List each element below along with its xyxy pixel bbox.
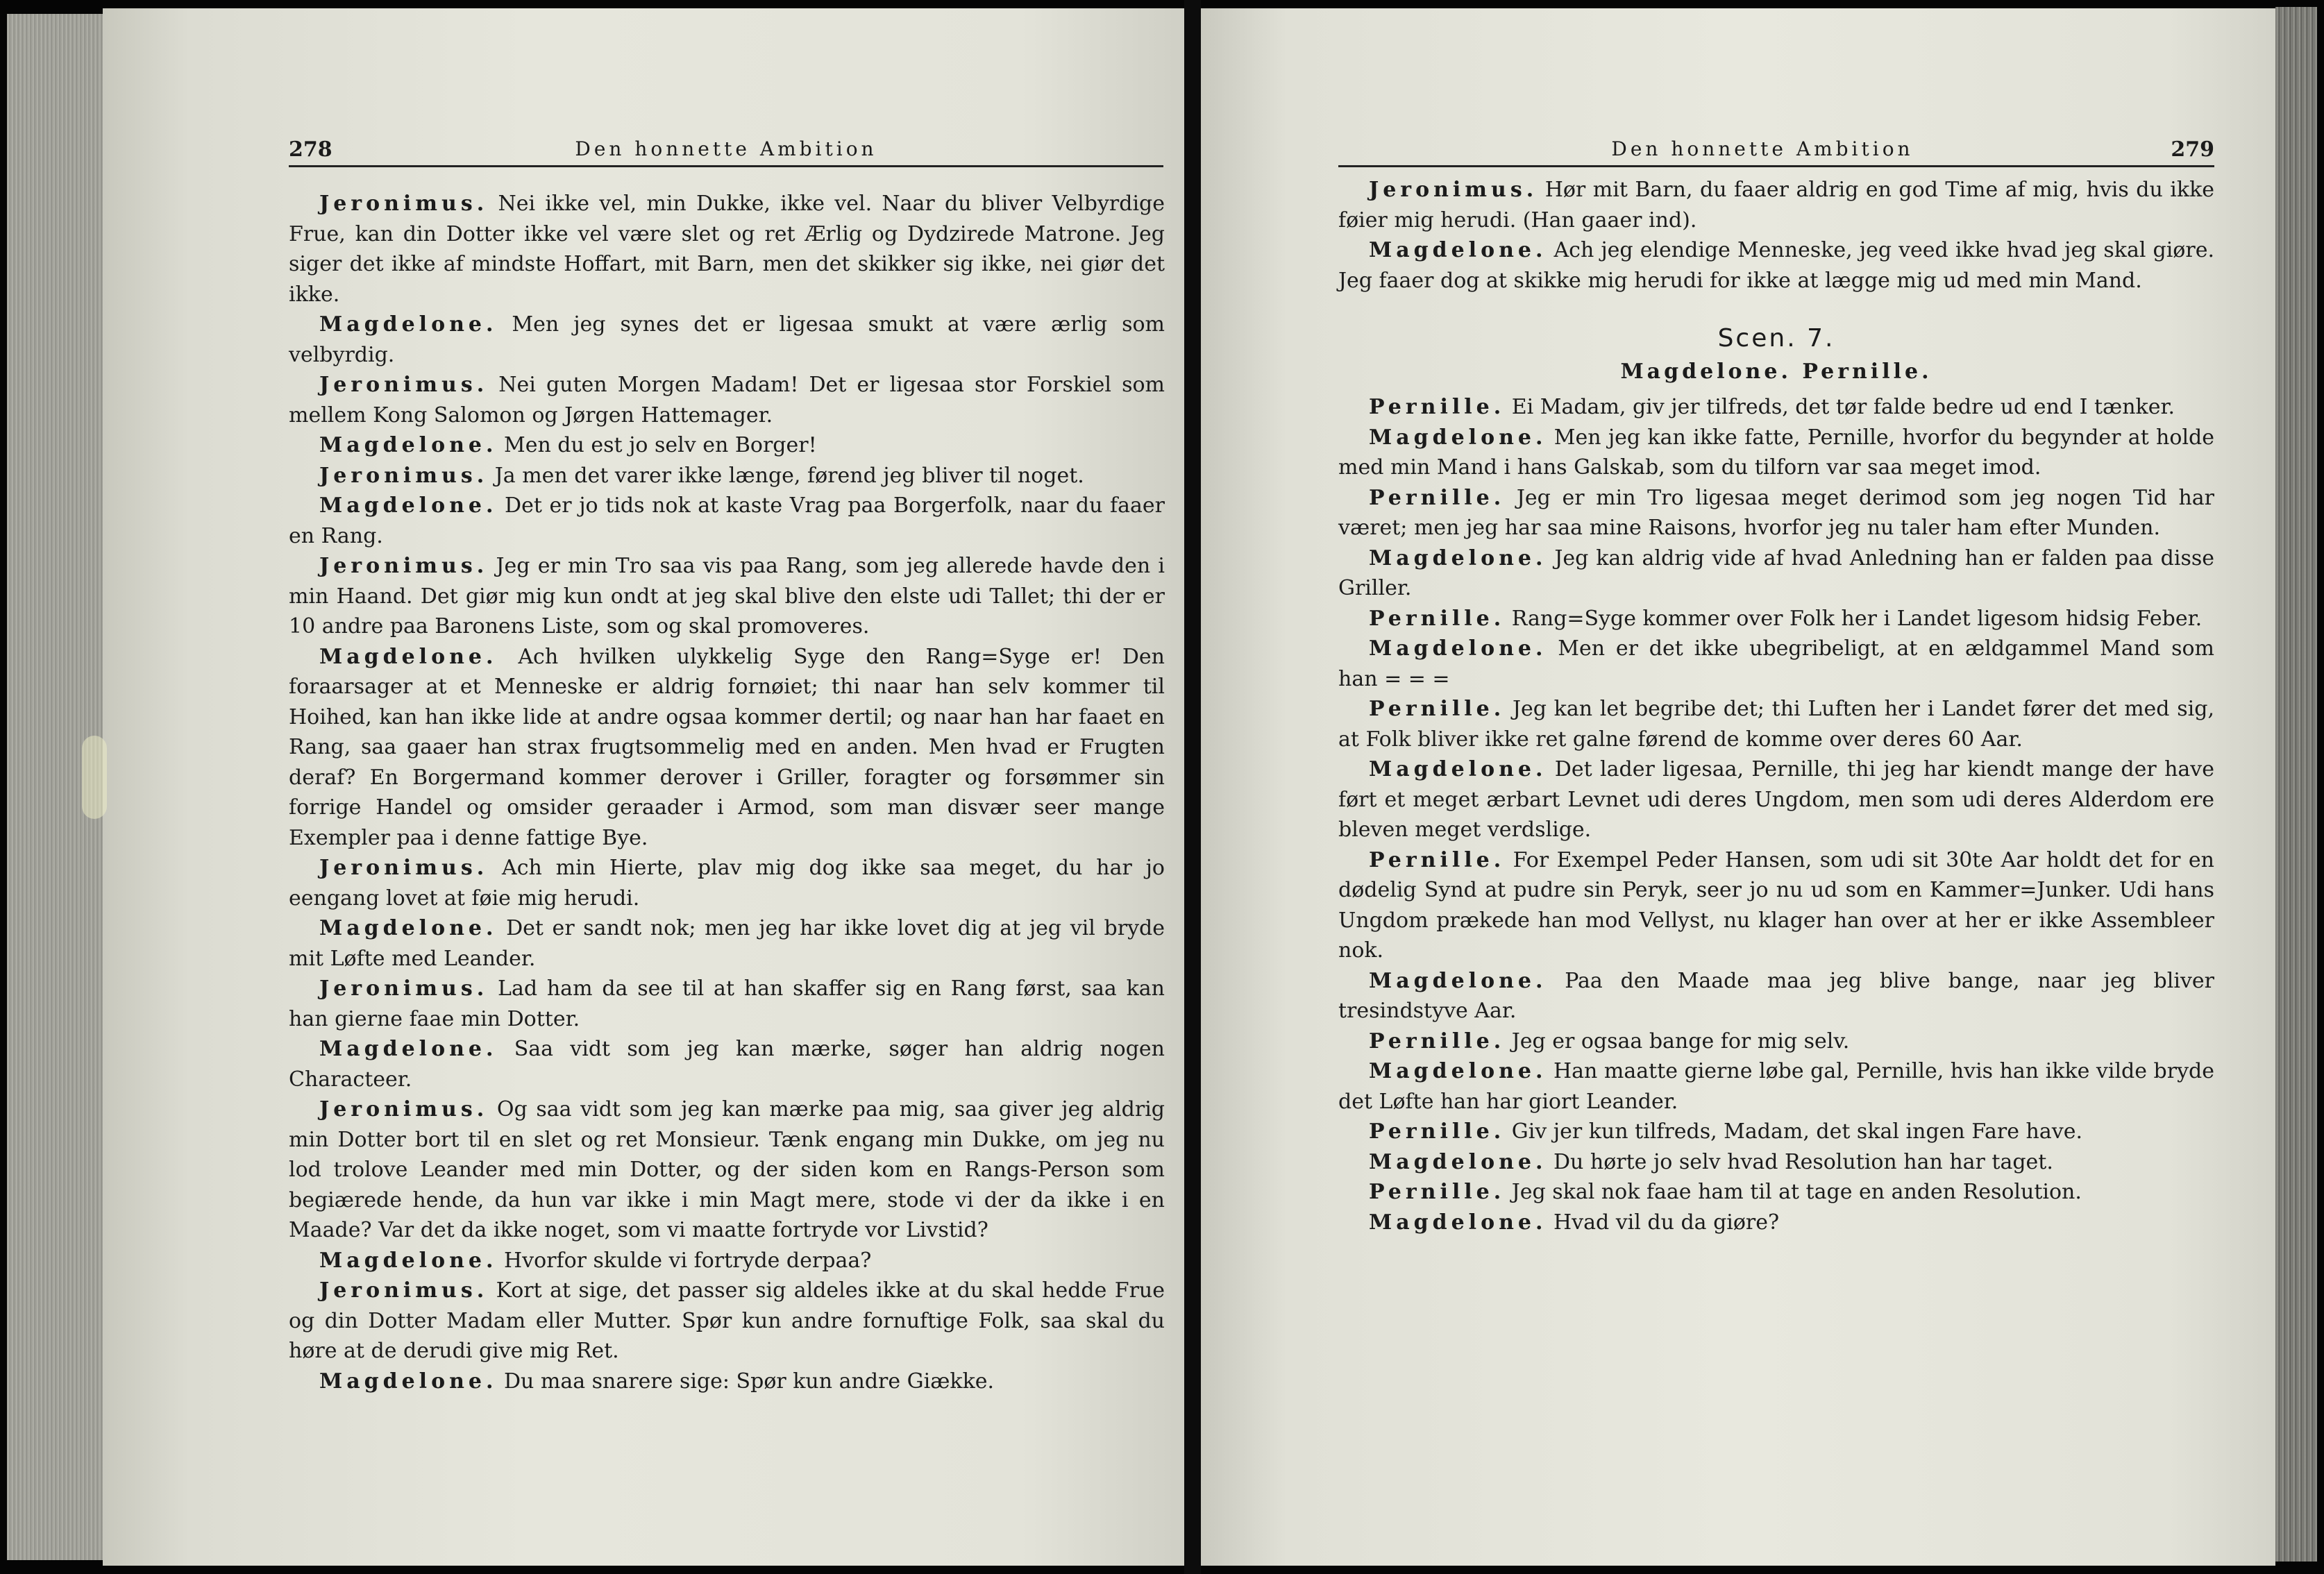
dialogue-text: Hvad vil du da giøre? bbox=[1547, 1210, 1780, 1235]
right-body-text bbox=[1338, 175, 2214, 1237]
dialogue-text: Ei Madam, giv jer tilfreds, det tør falde bedre ud end I tænker. bbox=[1505, 395, 2175, 419]
dialogue-paragraph bbox=[1338, 392, 2214, 423]
dialogue-paragraph bbox=[289, 1034, 1165, 1094]
dialogue-text: Og saa vidt som jeg kan mærke paa mig, saa giver jeg aldrig min Dotter bort til en slet og ret Monsieur. Tænk engang min Dukke, om jeg nu lod trolove Leander med min Dotter, og der siden kom en Rangs-Person som begiærede hende, da hun var ikke i min Magt mere, stode vi der da ikke i en Maade? Var det da ikke noget, som vi maatte fortryde vor Livstid? bbox=[289, 1097, 1165, 1242]
dialogue-paragraph bbox=[289, 189, 1165, 310]
speaker-name: Magdelone. bbox=[319, 1248, 498, 1273]
speaker-name: Magdelone. bbox=[1369, 636, 1547, 661]
dialogue-text: Giv jer kun tilfreds, Madam, det skal ingen Fare have. bbox=[1505, 1119, 2082, 1144]
dialogue-text: Hør mit Barn, du faaer aldrig en god Time af mig, hvis du ikke føier mig herudi. (Han gaaer ind). bbox=[1338, 178, 2214, 232]
dialogue-text: Jeg kan let begribe det; thi Luften her i Landet fører det med sig, at Folk bliver ikke ret galne førend de komme over deres 60 Aar. bbox=[1338, 697, 2214, 752]
speaker-name: Jeronimus. bbox=[319, 463, 489, 488]
dialogue-paragraph bbox=[1338, 543, 2214, 604]
speaker-name: Magdelone. bbox=[1369, 545, 1547, 570]
dialogue-text: Jeg er min Tro saa vis paa Rang, som jeg allerede havde den i min Haand. Det giør mig kun ondt at jeg skal blive den elste udi Tallet; thi der er 10 andre paa Baronens Liste, som og skal promoveres. bbox=[289, 554, 1165, 638]
dialogue-text: Det er sandt nok; men jeg har ikke lovet dig at jeg vil bryde mit Løfte med Leander. bbox=[289, 916, 1165, 971]
dialogue-text: Paa den Maade maa jeg blive bange, naar jeg bliver tresindstyve Aar. bbox=[1338, 968, 2214, 1023]
dialogue-paragraph bbox=[1338, 845, 2214, 966]
dialogue-text: Men du est jo selv en Borger! bbox=[497, 433, 817, 457]
dialogue-paragraph bbox=[1338, 1147, 2214, 1178]
speaker-name: Pernille. bbox=[1369, 606, 1506, 631]
speaker-name: Magdelone. bbox=[319, 433, 498, 457]
dialogue-text: Hvorfor skulde vi fortryde derpaa? bbox=[497, 1248, 872, 1273]
dialogue-paragraph bbox=[289, 370, 1165, 430]
speaker-name: Magdelone. bbox=[319, 312, 498, 337]
dialogue-text: Jeg er min Tro ligesaa meget derimod som jeg nogen Tid har været; men jeg har saa mine Raisons, hvorfor jeg nu taler ham efter Munden. bbox=[1338, 485, 2214, 540]
dialogue-text: Det er jo tids nok at kaste Vrag paa Borgerfolk, naar du faaer en Rang. bbox=[289, 493, 1165, 548]
speaker-name: Jeronimus. bbox=[319, 1278, 489, 1303]
speaker-name: Magdelone. bbox=[1369, 425, 1547, 450]
speaker-name: Pernille. bbox=[1369, 697, 1506, 721]
page-edges-right bbox=[2275, 7, 2317, 1562]
dialogue-paragraph bbox=[1338, 235, 2214, 296]
dialogue-paragraph bbox=[289, 310, 1165, 370]
dialogue-paragraph bbox=[1338, 966, 2214, 1026]
speaker-name: Pernille. bbox=[1369, 1029, 1506, 1053]
speaker-name: Magdelone. bbox=[1369, 1210, 1547, 1235]
dialogue-text: Ach jeg elendige Menneske, jeg veed ikke hvad jeg skal giøre. Jeg faaer dog at skikke mig herudi for ikke at lægge mig ud med min Mand. bbox=[1338, 238, 2214, 293]
right-page bbox=[1201, 8, 2275, 1566]
dialogue-paragraph bbox=[289, 1366, 1165, 1397]
dialogue-text: Men jeg synes det er ligesaa smukt at være ærlig som velbyrdig. bbox=[289, 312, 1165, 367]
dialogue-text: Jeg kan aldrig vide af hvad Anledning han er falden paa disse Griller. bbox=[1338, 545, 2214, 600]
dialogue-text: Lad ham da see til at han skaffer sig en Rang først, saa kan han gierne faae min Dotter. bbox=[289, 976, 1165, 1031]
dialogue-text: Ach hvilken ulykkelig Syge den Rang=Syge er! Den foraarsager at et Menneske er aldrig fornøiet; thi naar han selv kommer til Hoihed, kan han ikke lide at andre ogsaa kommer dertil; og naar han har faaet en Rang, saa gaaer han strax frugtsommelig med en anden. Men hvad er Frugten deraf? En Borgermand kommer derover i Griller, foragter og forsømmer sin forrige Handel og omsider geraader i Armod, som man disvær seer mange Exempler paa i denne fattige Bye. bbox=[289, 644, 1165, 850]
dialogue-paragraph bbox=[289, 1276, 1165, 1366]
dialogue-paragraph bbox=[1338, 694, 2214, 754]
dialogue-text: Ach min Hierte, plav mig dog ikke saa meget, du har jo eengang lovet at føie mig herudi. bbox=[289, 856, 1165, 911]
dialogue-text: Jeg er ogsaa bange for mig selv. bbox=[1505, 1029, 1850, 1053]
speaker-name: Pernille. bbox=[1369, 847, 1506, 872]
speaker-name: Magdelone. bbox=[1369, 1059, 1547, 1083]
dialogue-text: Du maa snarere sige: Spør kun andre Giække. bbox=[497, 1369, 995, 1394]
running-title: Den honnette Ambition bbox=[575, 137, 877, 160]
speaker-name: Jeronimus. bbox=[319, 192, 489, 216]
speaker-name: Magdelone. bbox=[319, 493, 498, 518]
dialogue-paragraph bbox=[289, 974, 1165, 1034]
dialogue-text: Ja men det varer ikke længe, førend jeg bliver til noget. bbox=[488, 463, 1084, 488]
speaker-name: Pernille. bbox=[1369, 1180, 1506, 1204]
dialogue-text: Men er det ikke ubegribeligt, at en ældgammel Mand som han = = = bbox=[1338, 636, 2214, 691]
speaker-name: Pernille. bbox=[1369, 485, 1506, 510]
scene-dialogue bbox=[1338, 392, 2214, 1237]
intro-dialogue bbox=[1338, 175, 2214, 296]
left-page bbox=[103, 8, 1184, 1566]
speaker-name: Pernille. bbox=[1369, 395, 1506, 419]
dialogue-text: Kort at sige, det passer sig aldeles ikke at du skal hedde Frue og din Dotter Madam eller Mutter. Spør kun andre fornuftige Folk, saa skal du høre at de derudi give mig Ret. bbox=[289, 1278, 1165, 1363]
gutter bbox=[1184, 0, 1201, 1574]
speaker-name: Magdelone. bbox=[1369, 1149, 1547, 1174]
dialogue-paragraph bbox=[1338, 483, 2214, 543]
dialogue-paragraph bbox=[289, 853, 1165, 913]
dialogue-paragraph bbox=[1338, 604, 2214, 634]
dialogue-paragraph bbox=[289, 1246, 1165, 1276]
dialogue-paragraph bbox=[1338, 1117, 2214, 1147]
speaker-name: Magdelone. bbox=[1369, 968, 1547, 993]
dialogue-paragraph bbox=[1338, 1056, 2214, 1117]
left-body-text bbox=[289, 189, 1165, 1396]
speaker-name: Jeronimus. bbox=[319, 976, 489, 1001]
dialogue-paragraph bbox=[289, 491, 1165, 551]
running-head bbox=[1338, 132, 2214, 167]
dialogue-text: For Exempel Peder Hansen, som udi sit 30te Aar holdt det for en dødelig Synd at pudre sin Peryk, seer jo nu ud som en Kammer=Junker. Udi hans Ungdom prækede han mod Vellyst, nu klager han over at her er ikke Assembleer nok. bbox=[1338, 847, 2214, 963]
dialogue-text: Nei guten Morgen Madam! Det er ligesaa stor Forskiel som mellem Kong Salomon og Jørgen Hattemager. bbox=[289, 373, 1165, 428]
dialogue-paragraph bbox=[1338, 1026, 2214, 1057]
dialogue-text: Det lader ligesaa, Pernille, thi jeg har kiendt mange der have ført et meget ærbart Levnet udi deres Ungdom, men som udi deres Alderdom ere bleven meget verdslige. bbox=[1338, 757, 2214, 842]
dialogue-paragraph bbox=[289, 913, 1165, 974]
scene-persons: Magdelone. Pernille. bbox=[1620, 359, 1933, 384]
paper-smudge bbox=[82, 736, 107, 819]
dialogue-paragraph bbox=[1338, 1177, 2214, 1208]
dialogue-text: Nei ikke vel, min Dukke, ikke vel. Naar du bliver Velbyrdige Frue, kan din Dotter ikke vel være slet og ret Ærlig og Dydzirede Matrone. Jeg siger det ikke af mindste Hoffart, mit Barn, men det skikker sig ikke, nei giør det ikke. bbox=[289, 192, 1165, 307]
dialogue-paragraph bbox=[1338, 634, 2214, 694]
speaker-name: Jeronimus. bbox=[319, 373, 489, 397]
running-title: Den honnette Ambition bbox=[1611, 137, 1914, 160]
speaker-name: Jeronimus. bbox=[319, 856, 489, 880]
speaker-name: Magdelone. bbox=[319, 644, 498, 669]
dialogue-paragraph bbox=[1338, 754, 2214, 845]
dialogue-text: Du hørte jo selv hvad Resolution han har taget. bbox=[1547, 1149, 2053, 1174]
page-number: 279 bbox=[2171, 137, 2214, 162]
speaker-name: Jeronimus. bbox=[319, 554, 489, 578]
dialogue-paragraph bbox=[289, 461, 1165, 491]
dialogue-text: Jeg skal nok faae ham til at tage en anden Resolution. bbox=[1505, 1180, 2082, 1204]
scene-title: Scen. 7. bbox=[1717, 324, 1835, 353]
speaker-name: Magdelone. bbox=[1369, 757, 1547, 781]
speaker-name: Magdelone. bbox=[319, 916, 498, 940]
dialogue-paragraph bbox=[289, 430, 1165, 461]
dialogue-paragraph bbox=[289, 1094, 1165, 1246]
speaker-name: Magdelone. bbox=[319, 1369, 498, 1394]
dialogue-text: Rang=Syge kommer over Folk her i Landet ligesom hidsig Feber. bbox=[1505, 606, 2203, 631]
speaker-name: Jeronimus. bbox=[1369, 178, 1538, 202]
dialogue-paragraph bbox=[1338, 175, 2214, 235]
speaker-name: Jeronimus. bbox=[319, 1097, 489, 1122]
dialogue-text: Saa vidt som jeg kan mærke, søger han aldrig nogen Characteer. bbox=[289, 1037, 1165, 1092]
running-head bbox=[289, 132, 1163, 167]
speaker-name: Magdelone. bbox=[1369, 238, 1547, 262]
dialogue-text: Men jeg kan ikke fatte, Pernille, hvorfor du begynder at holde med min Mand i hans Galskab, som du tilforn var saa meget imod. bbox=[1338, 425, 2214, 480]
speaker-name: Magdelone. bbox=[319, 1037, 498, 1061]
dialogue-paragraph bbox=[1338, 423, 2214, 483]
dialogue-paragraph bbox=[1338, 1208, 2214, 1238]
speaker-name: Pernille. bbox=[1369, 1119, 1506, 1144]
page-number: 278 bbox=[289, 137, 332, 162]
dialogue-text: Han maatte gierne løbe gal, Pernille, hvis han ikke vilde bryde det Løfte han har giort Leander. bbox=[1338, 1059, 2214, 1114]
dialogue-paragraph bbox=[289, 551, 1165, 642]
dialogue-paragraph bbox=[289, 642, 1165, 854]
